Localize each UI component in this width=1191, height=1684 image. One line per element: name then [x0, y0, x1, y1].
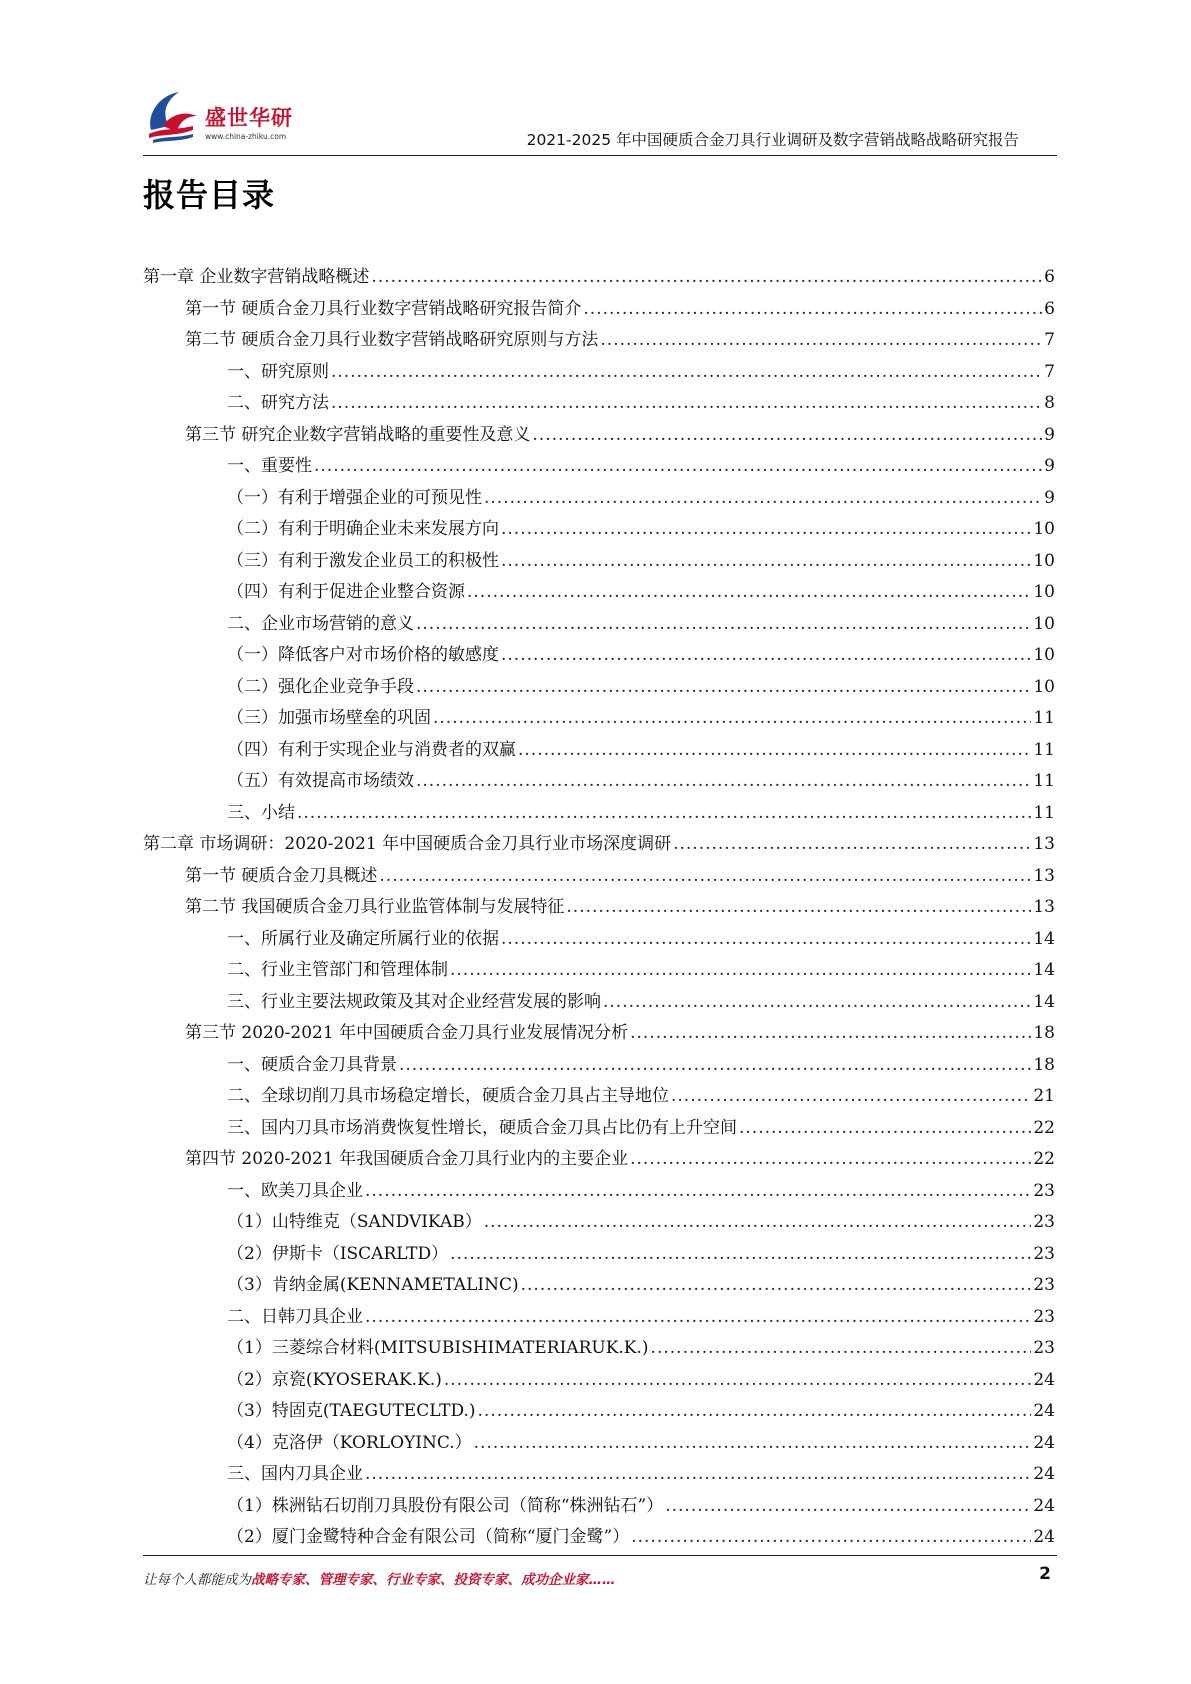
toc-dot-leader: [467, 577, 1031, 609]
toc-entry[interactable]: [143, 1207, 1055, 1239]
toc-entry-title: 一、研究原则: [227, 361, 329, 382]
toc-entry-page: 24: [1033, 1495, 1055, 1516]
toc-entry-title: 第二节 硬质合金刀具行业数字营销战略研究原则与方法: [185, 330, 599, 350]
toc-entry-page: 11: [1033, 739, 1055, 760]
toc-entry-page: 10: [1033, 645, 1055, 665]
toc-dot-leader: [379, 861, 1031, 893]
toc-entry[interactable]: [143, 1050, 1055, 1082]
toc-dot-leader: [365, 1302, 1031, 1334]
toc-entry-title: （1）三菱综合材料(MITSUBISHIMATERIARUK.K.): [227, 1338, 649, 1358]
toc-entry-title: （1）株洲钻石切削刀具股份有限公司（简称“株洲钻石”）: [227, 1495, 664, 1516]
toc-dot-leader: [450, 1239, 1031, 1271]
footer-divider: [143, 1555, 1057, 1556]
toc-entry-page: 10: [1033, 519, 1055, 539]
logo-name: 盛世华研: [205, 106, 293, 130]
toc-entry-title: （五）有效提高市场绩效: [227, 771, 414, 791]
toc-entry-title: 三、国内刀具企业: [227, 1464, 363, 1484]
toc-entry-title: 第三节 研究企业数字营销战略的重要性及意义: [185, 424, 531, 445]
company-logo: [143, 82, 318, 150]
toc-entry-page: 6: [1044, 267, 1055, 287]
toc-entry[interactable]: [143, 577, 1055, 609]
toc-entry-title: （三）有利于激发企业员工的积极性: [227, 550, 499, 571]
toc-entry-title: 第二章 市场调研：2020-2021 年中国硬质合金刀具行业市场深度调研: [143, 834, 672, 854]
toc-dot-leader: [371, 262, 1042, 294]
toc-entry-page: 10: [1033, 613, 1055, 634]
toc-dot-leader: [450, 955, 1031, 987]
toc-dot-leader: [630, 1144, 1031, 1176]
toc-dot-leader: [331, 357, 1042, 389]
toc-entry[interactable]: [143, 514, 1055, 546]
toc-entry-title: （2）京瓷(KYOSERAK.K.): [227, 1369, 442, 1390]
toc-entry[interactable]: [143, 1018, 1055, 1050]
toc-entry-page: 13: [1033, 897, 1055, 917]
footer-slogan-prefix: 让每个人都能成为: [143, 1572, 251, 1588]
toc-entry-title: 一、欧美刀具企业: [227, 1180, 363, 1201]
toc-entry-title: （二）有利于明确企业未来发展方向: [227, 519, 499, 539]
toc-dot-leader: [484, 1207, 1032, 1239]
toc-entry-page: 10: [1033, 582, 1055, 602]
page-title: 报告目录: [143, 176, 276, 214]
toc-entry-title: 二、研究方法: [227, 393, 329, 413]
toc-entry-page: 6: [1044, 298, 1055, 319]
toc-entry-title: （三）加强市场壁垒的巩固: [227, 708, 431, 728]
toc-entry[interactable]: [143, 1365, 1055, 1397]
header-divider: [143, 155, 1057, 156]
toc-entry[interactable]: [143, 451, 1055, 483]
toc-entry-title: 一、重要性: [227, 456, 312, 476]
toc-entry[interactable]: [143, 420, 1055, 452]
toc-entry[interactable]: [143, 325, 1055, 357]
toc-entry-title: 一、所属行业及确定所属行业的依据: [227, 928, 499, 949]
toc-entry-title: 三、国内刀具市场消费恢复性增长，硬质合金刀具占比仍有上升空间: [227, 1117, 737, 1138]
toc-dot-leader: [444, 1365, 1032, 1397]
toc-entry[interactable]: [143, 640, 1055, 672]
toc-entry[interactable]: [143, 987, 1055, 1019]
toc-entry[interactable]: [143, 703, 1055, 735]
toc-entry[interactable]: [143, 609, 1055, 641]
toc-entry-title: （四）有利于实现企业与消费者的双赢: [227, 739, 516, 760]
toc-entry[interactable]: [143, 766, 1055, 798]
toc-entry[interactable]: [143, 1459, 1055, 1491]
toc-entry-page: 13: [1033, 834, 1055, 854]
toc-dot-leader: [673, 829, 1031, 861]
toc-entry[interactable]: [143, 388, 1055, 420]
toc-entry-title: 第三节 2020-2021 年中国硬质合金刀具行业发展情况分析: [185, 1023, 629, 1043]
toc-dot-leader: [297, 798, 1031, 830]
toc-dot-leader: [501, 640, 1031, 672]
toc-entry-page: 11: [1033, 802, 1055, 823]
toc-dot-leader: [665, 1491, 1031, 1523]
toc-entry[interactable]: [143, 672, 1055, 704]
toc-dot-leader: [416, 609, 1031, 641]
toc-dot-leader: [671, 1081, 1031, 1113]
toc-entry-title: （一）有利于增强企业的可预见性: [227, 487, 482, 508]
toc-entry-title: （一）降低客户对市场价格的敏感度: [227, 645, 499, 665]
toc-entry-title: （2）厦门金鹭特种合金有限公司（简称“厦门金鹭”）: [227, 1527, 630, 1547]
toc-entry[interactable]: [143, 294, 1055, 326]
toc-entry[interactable]: [143, 1081, 1055, 1113]
toc-entry[interactable]: [143, 1270, 1055, 1302]
toc-entry[interactable]: [143, 924, 1055, 956]
toc-entry[interactable]: [143, 546, 1055, 578]
toc-entry-page: 22: [1033, 1149, 1055, 1169]
toc-dot-leader: [399, 1050, 1031, 1082]
toc-entry[interactable]: [143, 262, 1055, 294]
toc-entry[interactable]: [143, 829, 1055, 861]
report-title: 2021-2025 年中国硬质合金刀具行业调研及数字营销战略战略研究报告: [526, 131, 1019, 149]
toc-entry-page: 8: [1044, 393, 1055, 413]
toc-entry[interactable]: [143, 483, 1055, 515]
toc-entry-title: （2）伊斯卡（ISCARLTD）: [227, 1243, 449, 1264]
toc-entry-page: 13: [1033, 865, 1055, 886]
toc-entry-page: 24: [1033, 1527, 1055, 1547]
toc-dot-leader: [474, 1428, 1032, 1460]
logo-url: www.china-zhiku.com: [205, 132, 287, 141]
toc-entry-page: 7: [1044, 361, 1055, 382]
toc-entry-title: 一、硬质合金刀具背景: [227, 1054, 397, 1075]
toc-entry-page: 14: [1033, 960, 1055, 980]
toc-entry-page: 14: [1033, 991, 1055, 1012]
toc-entry[interactable]: [143, 1491, 1055, 1523]
toc-entry-title: 第二节 我国硬质合金刀具行业监管体制与发展特征: [185, 897, 565, 917]
toc-entry-page: 21: [1033, 1086, 1055, 1106]
toc-entry-title: 二、全球切削刀具市场稳定增长，硬质合金刀具占主导地位: [227, 1086, 669, 1106]
toc-entry-page: 23: [1033, 1275, 1055, 1295]
toc-entry-page: 9: [1044, 456, 1055, 476]
toc-entry[interactable]: [143, 1396, 1055, 1428]
toc-dot-leader: [630, 1018, 1031, 1050]
toc-entry[interactable]: [143, 861, 1055, 893]
toc-dot-leader: [600, 325, 1042, 357]
toc-dot-leader: [532, 420, 1042, 452]
toc-dot-leader: [521, 1270, 1032, 1302]
toc-entry-title: （四）有利于促进企业整合资源: [227, 582, 465, 602]
toc-entry-page: 24: [1033, 1432, 1055, 1453]
toc-dot-leader: [518, 735, 1031, 767]
toc-entry-title: （4）克洛伊（KORLOYINC.）: [227, 1432, 472, 1453]
toc-dot-leader: [416, 672, 1031, 704]
toc-dot-leader: [631, 1522, 1031, 1554]
toc-dot-leader: [501, 514, 1031, 546]
toc-entry-title: （3）特固克(TAEGUTECLTD.): [227, 1401, 476, 1421]
toc-entry-title: 三、小结: [227, 802, 295, 823]
toc-entry[interactable]: [143, 357, 1055, 389]
toc-entry[interactable]: [143, 1176, 1055, 1208]
toc-entry-page: 14: [1033, 928, 1055, 949]
toc-entry[interactable]: [143, 1302, 1055, 1334]
toc-dot-leader: [314, 451, 1042, 483]
toc-entry-title: 三、行业主要法规政策及其对企业经营发展的影响: [227, 991, 601, 1012]
toc-entry[interactable]: [143, 1428, 1055, 1460]
toc-dot-leader: [365, 1176, 1031, 1208]
toc-entry[interactable]: [143, 735, 1055, 767]
toc-dot-leader: [501, 546, 1031, 578]
toc-entry-page: 18: [1033, 1023, 1055, 1043]
toc-dot-leader: [566, 892, 1031, 924]
toc-entry-title: 第一节 硬质合金刀具概述: [185, 865, 378, 886]
toc-entry-page: 23: [1033, 1212, 1055, 1232]
toc-entry-page: 9: [1044, 487, 1055, 508]
toc-entry[interactable]: [143, 955, 1055, 987]
toc-entry[interactable]: [143, 1144, 1055, 1176]
toc-dot-leader: [365, 1459, 1031, 1491]
toc-entry-page: 23: [1033, 1243, 1055, 1264]
toc-entry-page: 22: [1033, 1117, 1055, 1138]
toc-dot-leader: [433, 703, 1031, 735]
toc-dot-leader: [331, 388, 1042, 420]
toc-entry[interactable]: [143, 1239, 1055, 1271]
toc-entry-title: （二）强化企业竞争手段: [227, 676, 414, 697]
toc-entry-page: 23: [1033, 1306, 1055, 1327]
toc-entry-page: 10: [1033, 550, 1055, 571]
toc-entry-page: 24: [1033, 1464, 1055, 1484]
toc-dot-leader: [603, 987, 1031, 1019]
toc-entry-title: 二、企业市场营销的意义: [227, 613, 414, 634]
toc-entry-page: 18: [1033, 1054, 1055, 1075]
toc-entry-page: 23: [1033, 1338, 1055, 1358]
toc-entry-title: 二、日韩刀具企业: [227, 1306, 363, 1327]
page-number: 2: [1039, 1564, 1051, 1584]
toc-entry[interactable]: [143, 798, 1055, 830]
toc-entry-title: 第一章 企业数字营销战略概述: [143, 267, 370, 287]
toc-entry-title: 二、行业主管部门和管理体制: [227, 960, 448, 980]
toc-entry-page: 24: [1033, 1401, 1055, 1421]
toc-entry-title: 第一节 硬质合金刀具行业数字营销战略研究报告简介: [185, 298, 582, 319]
toc-entry-page: 23: [1033, 1180, 1055, 1201]
toc-entry-page: 9: [1044, 424, 1055, 445]
toc-entry[interactable]: [143, 1113, 1055, 1145]
toc-entry-page: 10: [1033, 676, 1055, 697]
logo-emblem-icon: [143, 86, 201, 144]
toc-entry-page: 7: [1044, 330, 1055, 350]
toc-dot-leader: [478, 1396, 1032, 1428]
toc-entry[interactable]: [143, 892, 1055, 924]
toc-entry[interactable]: [143, 1333, 1055, 1365]
toc-dot-leader: [416, 766, 1031, 798]
toc-entry[interactable]: [143, 1522, 1055, 1554]
toc-entry-page: 24: [1033, 1369, 1055, 1390]
footer-slogan: [143, 1568, 616, 1588]
toc-entry-title: 第四节 2020-2021 年我国硬质合金刀具行业内的主要企业: [185, 1149, 629, 1169]
footer-slogan-highlight: 战略专家、管理专家、行业专家、投资专家、成功企业家……: [251, 1572, 616, 1588]
toc-entry-title: （1）山特维克（SANDVIKAB）: [227, 1212, 482, 1232]
table-of-contents: [143, 262, 1055, 1554]
toc-entry-page: 11: [1033, 708, 1055, 728]
toc-dot-leader: [501, 924, 1031, 956]
toc-dot-leader: [484, 483, 1042, 515]
toc-entry-page: 11: [1033, 771, 1055, 791]
toc-entry-title: （3）肯纳金属(KENNAMETALINC): [227, 1275, 519, 1295]
toc-dot-leader: [651, 1333, 1032, 1365]
toc-dot-leader: [739, 1113, 1031, 1145]
toc-dot-leader: [583, 294, 1042, 326]
